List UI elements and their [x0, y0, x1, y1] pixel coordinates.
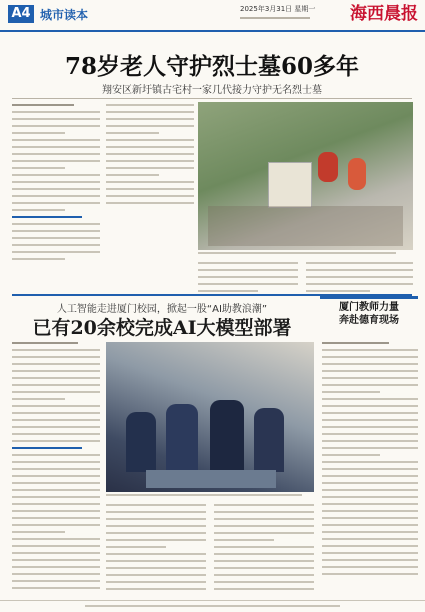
newspaper-logo: 海西晨报: [350, 4, 418, 24]
ai-article-column-2: [106, 504, 206, 595]
headline-martyr-tomb: 78岁老人守护烈士墓60多年: [64, 53, 359, 80]
article-column-2: [106, 104, 194, 209]
headline-ai-education: 已有20余校完成AI大模型部署: [32, 317, 292, 339]
ai-article-column-3: [214, 504, 314, 595]
issue-info: [240, 14, 310, 19]
page-number: A4: [8, 5, 34, 23]
issue-date: 2025年3月31日 星期一: [240, 5, 316, 13]
byline: [12, 104, 100, 106]
article-column-4: [306, 262, 413, 297]
section-heading: [12, 447, 100, 449]
article-column-1: [12, 104, 100, 265]
section-name: 城市读本: [40, 8, 89, 22]
ai-article-column-1: [12, 342, 100, 594]
side-story-title-line-1: 厦门教师力量: [339, 302, 399, 313]
photo-ceremony-at-tomb: [198, 102, 413, 250]
kicker-ai-education: 人工智能走进厦门校园，掀起一股“AI助教浪潮”: [56, 304, 268, 315]
photo-caption-1: [198, 252, 413, 259]
side-story-column: [322, 342, 418, 580]
page-footer: [0, 600, 425, 612]
byline: [322, 342, 418, 344]
subhead-martyr-tomb: 翔安区新圩镇古宅村一家几代接力守护无名烈士墓: [102, 85, 322, 96]
article-column-3: [198, 262, 298, 297]
side-story-title-line-2: 奔赴德育现场: [339, 315, 399, 326]
photo-students-classroom: [106, 342, 314, 492]
photo-caption-2: [106, 494, 314, 501]
byline: [12, 342, 100, 344]
divider: [12, 98, 412, 99]
side-story-title: [320, 301, 418, 327]
section-heading: [12, 216, 100, 218]
